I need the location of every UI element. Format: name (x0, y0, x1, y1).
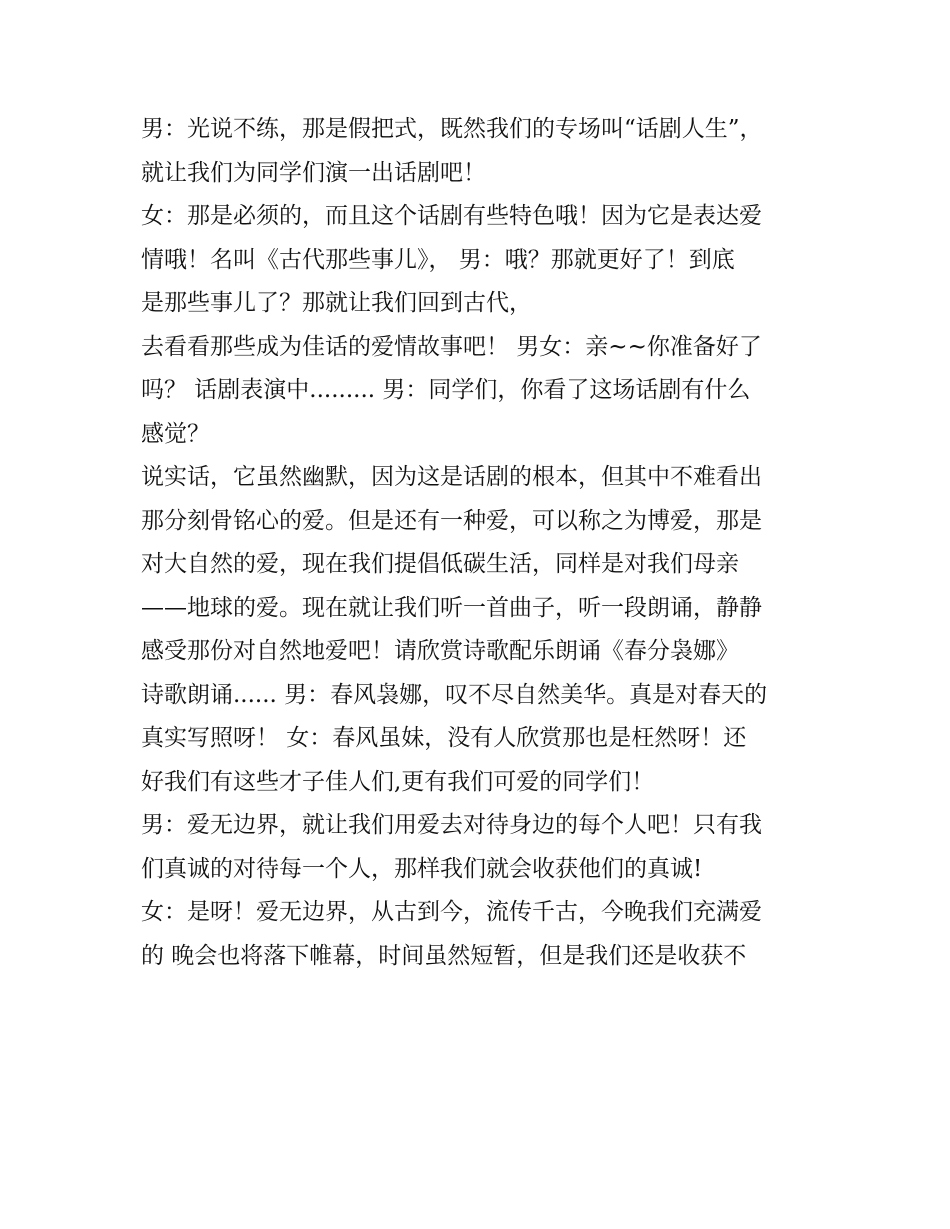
text-line: 对大自然的爱，现在我们提倡低碳生活，同样是对我们母亲 (141, 551, 739, 577)
text-line: 就让我们为同学们演一出话剧吧！ (141, 159, 486, 186)
text-line: 说实话，它虽然幽默，因为这是话剧的根本，但其中不难看出 (141, 464, 762, 490)
text-line: 感觉？ (141, 420, 210, 447)
text-line: 好我们有这些才子佳人们,更有我们可爱的同学们！ (141, 768, 655, 795)
document-body (141, 108, 821, 978)
text-line: 吗？ 话剧表演中......... 男：同学们，你看了这场话剧有什么 (141, 377, 751, 403)
text-line: 那分刻骨铭心的爱。但是还有一种爱，可以称之为博爱，那是 (141, 507, 762, 534)
text-line: 是那些事儿了？那就让我们回到古代， (141, 290, 532, 316)
text-line: 真实写照呀！ 女：春风虽妹，没有人欣赏那也是枉然呀！还 (141, 725, 747, 751)
text-line: 的 晚会也将落下帷幕，时间虽然短暂，但是我们还是收获不 (141, 942, 747, 969)
text-line: 诗歌朗诵...... 男：春风袅娜，叹不尽自然美华。真是对春天的 (141, 681, 768, 708)
text-line: 情哦！名叫《古代那些事儿》， 男：哦？那就更好了！到底 (141, 246, 735, 273)
text-line: ——地球的爱。现在就让我们听一首曲子，听一段朗诵，静静 (141, 594, 762, 621)
text-line: 们真诚的对待每一个人，那样我们就会收获他们的真诚! (141, 855, 703, 882)
text-line: 女：是呀！爱无边界，从古到今，流传千古，今晚我们充满爱 (141, 899, 762, 925)
text-line: 去看看那些成为佳话的爱情故事吧！ 男女：亲~~你准备好了 (141, 333, 762, 360)
text-line: 男：光说不练，那是假把式，既然我们的专场叫“话剧人生”， (141, 116, 763, 142)
text-line: 女：那是必须的，而且这个话剧有些特色哦！因为它是表达爱 (141, 203, 762, 229)
text-line: 感受那份对自然地爱吧！请欣赏诗歌配乐朗诵《春分袅娜》 (141, 638, 739, 664)
text-line: 男：爱无边界，就让我们用爱去对待身边的每个人吧！只有我 (141, 812, 762, 838)
